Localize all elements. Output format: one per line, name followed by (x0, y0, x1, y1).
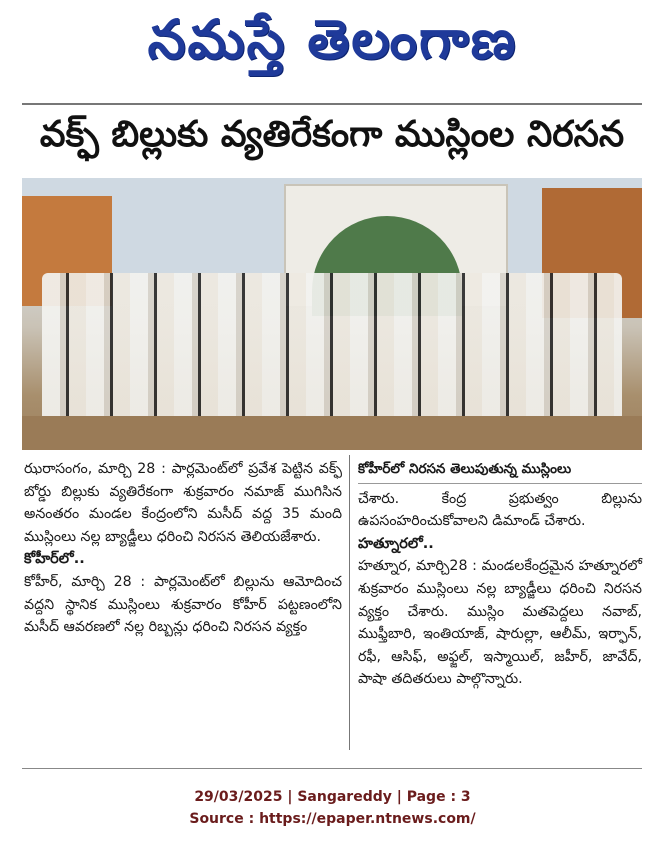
column-divider (349, 455, 350, 750)
protest-photo (22, 178, 642, 450)
source-footer (0, 786, 665, 830)
footer-source-link[interactable]: Source : https://epaper.ntnews.com/ (189, 811, 476, 827)
article-paragraph: ఝరాసంగం, మార్చి 28 : పార్లమెంట్‌లో ప్రవేశ పెట్టిన వక్ఫ్ బోర్డు బిల్లుకు వ్యతిరేకంగా శుక్రవారం నమాజ్ ముగిసిన అనంతరం మండల కేంద్రంలోని మసీద్ వద్ద 35 మంది ముస్లింలు నల్ల బ్యాడ్జీలు ధరించి నిరసన తెలియజేశారు. (24, 461, 342, 545)
article-column-left (24, 458, 342, 750)
section-subhead: హత్నూరలో.. (358, 535, 434, 552)
article-paragraph: హత్నూర, మార్చి28 : మండలకేంద్రమైన హత్నూరలో శుక్రవారం ముస్లింలు నల్ల బ్యాడ్జీలు ధరించి నిరసన వ్యక్తం చేశారు. ముస్లిం మతపెద్దలు నవాబ్, ముఫ్తీబారి, ఇంతియాజ్, షారుల్లా, ఆలీమ్, ఇర్ఫాన్, రఫీ, ఆసిఫ్, అఫ్జల్, ఇస్మాయిల్, జహీర్, జావేద్, పాషా తదితరులు పాల్గొన్నారు. (358, 558, 642, 688)
section-subhead: కోహీర్‌లో.. (24, 551, 85, 568)
photo-ground (22, 416, 642, 450)
article-paragraph: చేశారు. కేంద్ర ప్రభుత్వం బిల్లును ఉపసంహరించుకోవాలని డిమాండ్ చేశారు. (358, 490, 642, 530)
photo-caption: కోహీర్‌లో నిరసన తెలుపుతున్న ముస్లింలు (358, 458, 642, 484)
footer-date-edition: 29/03/2025 | Sangareddy | Page : 3 (194, 789, 471, 805)
newspaper-masthead (0, 0, 665, 92)
footer-divider (22, 768, 642, 769)
article-column-right (358, 458, 642, 750)
photo-crowd (42, 273, 622, 423)
masthead-title: నమస్తే తెలంగాణ (147, 7, 518, 71)
header-divider (22, 103, 642, 105)
article-paragraph: కోహీర్, మార్చి 28 : పార్లమెంట్‌లో బిల్లును ఆమోదించ వద్దని స్థానిక ముస్లింలు శుక్రవారం కోహీర్ పట్టణంలోని మసీద్ ఆవరణలో నల్ల రిబ్బన్లు ధరించి నిరసన వ్యక్తం (24, 573, 342, 636)
article-headline: వక్ఫ్ బిల్లుకు వ్యతిరేకంగా ముస్లింల నిరసన (39, 114, 625, 155)
